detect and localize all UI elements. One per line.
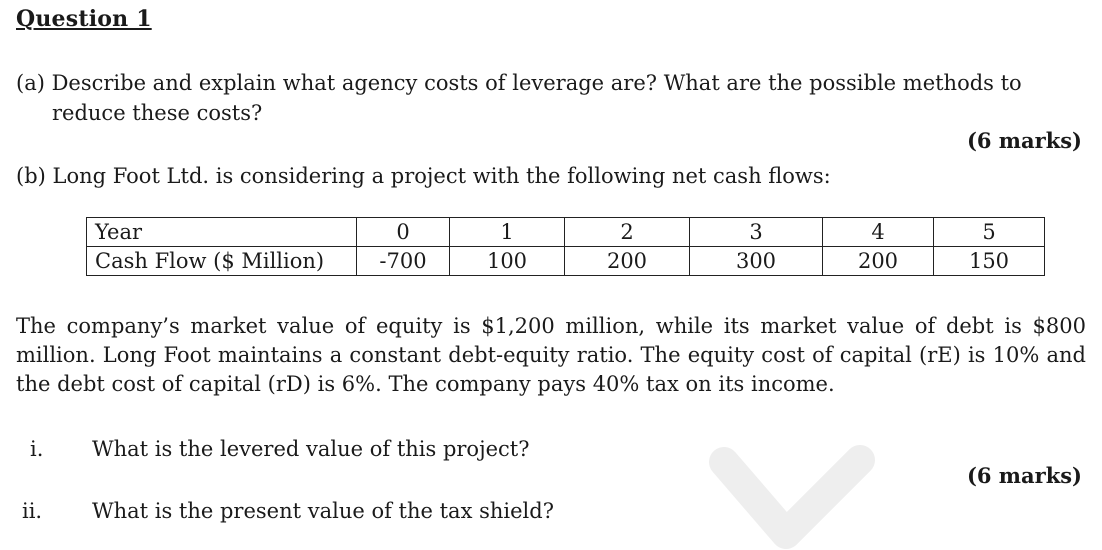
year-cell: 0 xyxy=(357,218,450,247)
year-cell: 4 xyxy=(823,218,934,247)
cash-flow-cell: 100 xyxy=(450,247,565,276)
question-title: Question 1 xyxy=(16,6,152,32)
cash-flow-cell: 200 xyxy=(565,247,690,276)
part-a-line-1: (a) Describe and explain what agency costs of leverage are? What are the possible methods to xyxy=(16,71,1022,95)
year-cell: 2 xyxy=(565,218,690,247)
cash-flow-cell: 200 xyxy=(823,247,934,276)
sub-question-i xyxy=(30,434,529,464)
part-a-line-2: reduce these costs? xyxy=(52,101,263,125)
table-row-cash-flow xyxy=(87,247,1045,276)
watermark-stroke xyxy=(724,460,860,534)
cash-flow-cell: 150 xyxy=(934,247,1045,276)
cash-flow-cell: 300 xyxy=(690,247,823,276)
watermark-shape xyxy=(690,410,890,550)
sub-question-ii xyxy=(22,496,554,526)
sub-question-text: What is the present value of the tax shield? xyxy=(92,499,554,523)
year-cell: 5 xyxy=(934,218,1045,247)
sub-question-number: i. xyxy=(30,437,44,461)
year-cell: 1 xyxy=(450,218,565,247)
year-cell: 3 xyxy=(690,218,823,247)
cash-flow-table xyxy=(86,217,1045,276)
table-header-label: Year xyxy=(87,218,357,247)
part-b-paragraph: The company’s market value of equity is $1,200 million, while its market value of debt is $800 million. Long Foot maintains a constant debt-equity ratio. The equity cost of capital (rE) is 10% and the debt cost of capital (rD) is 6%. The company pays 40% tax on its income. xyxy=(16,314,1086,396)
table-row-year xyxy=(87,218,1045,247)
cash-flow-cell: -700 xyxy=(357,247,450,276)
table-row-label: Cash Flow ($ Million) xyxy=(87,247,357,276)
part-a-marks: (6 marks) xyxy=(966,128,1082,153)
part-a-question xyxy=(16,68,1088,128)
sub-question-number: ii. xyxy=(22,499,43,523)
part-b-intro: (b) Long Foot Ltd. is considering a project with the following net cash flows: xyxy=(16,164,831,188)
sub-question-text: What is the levered value of this project? xyxy=(92,437,530,461)
part-b-marks: (6 marks) xyxy=(966,463,1082,488)
